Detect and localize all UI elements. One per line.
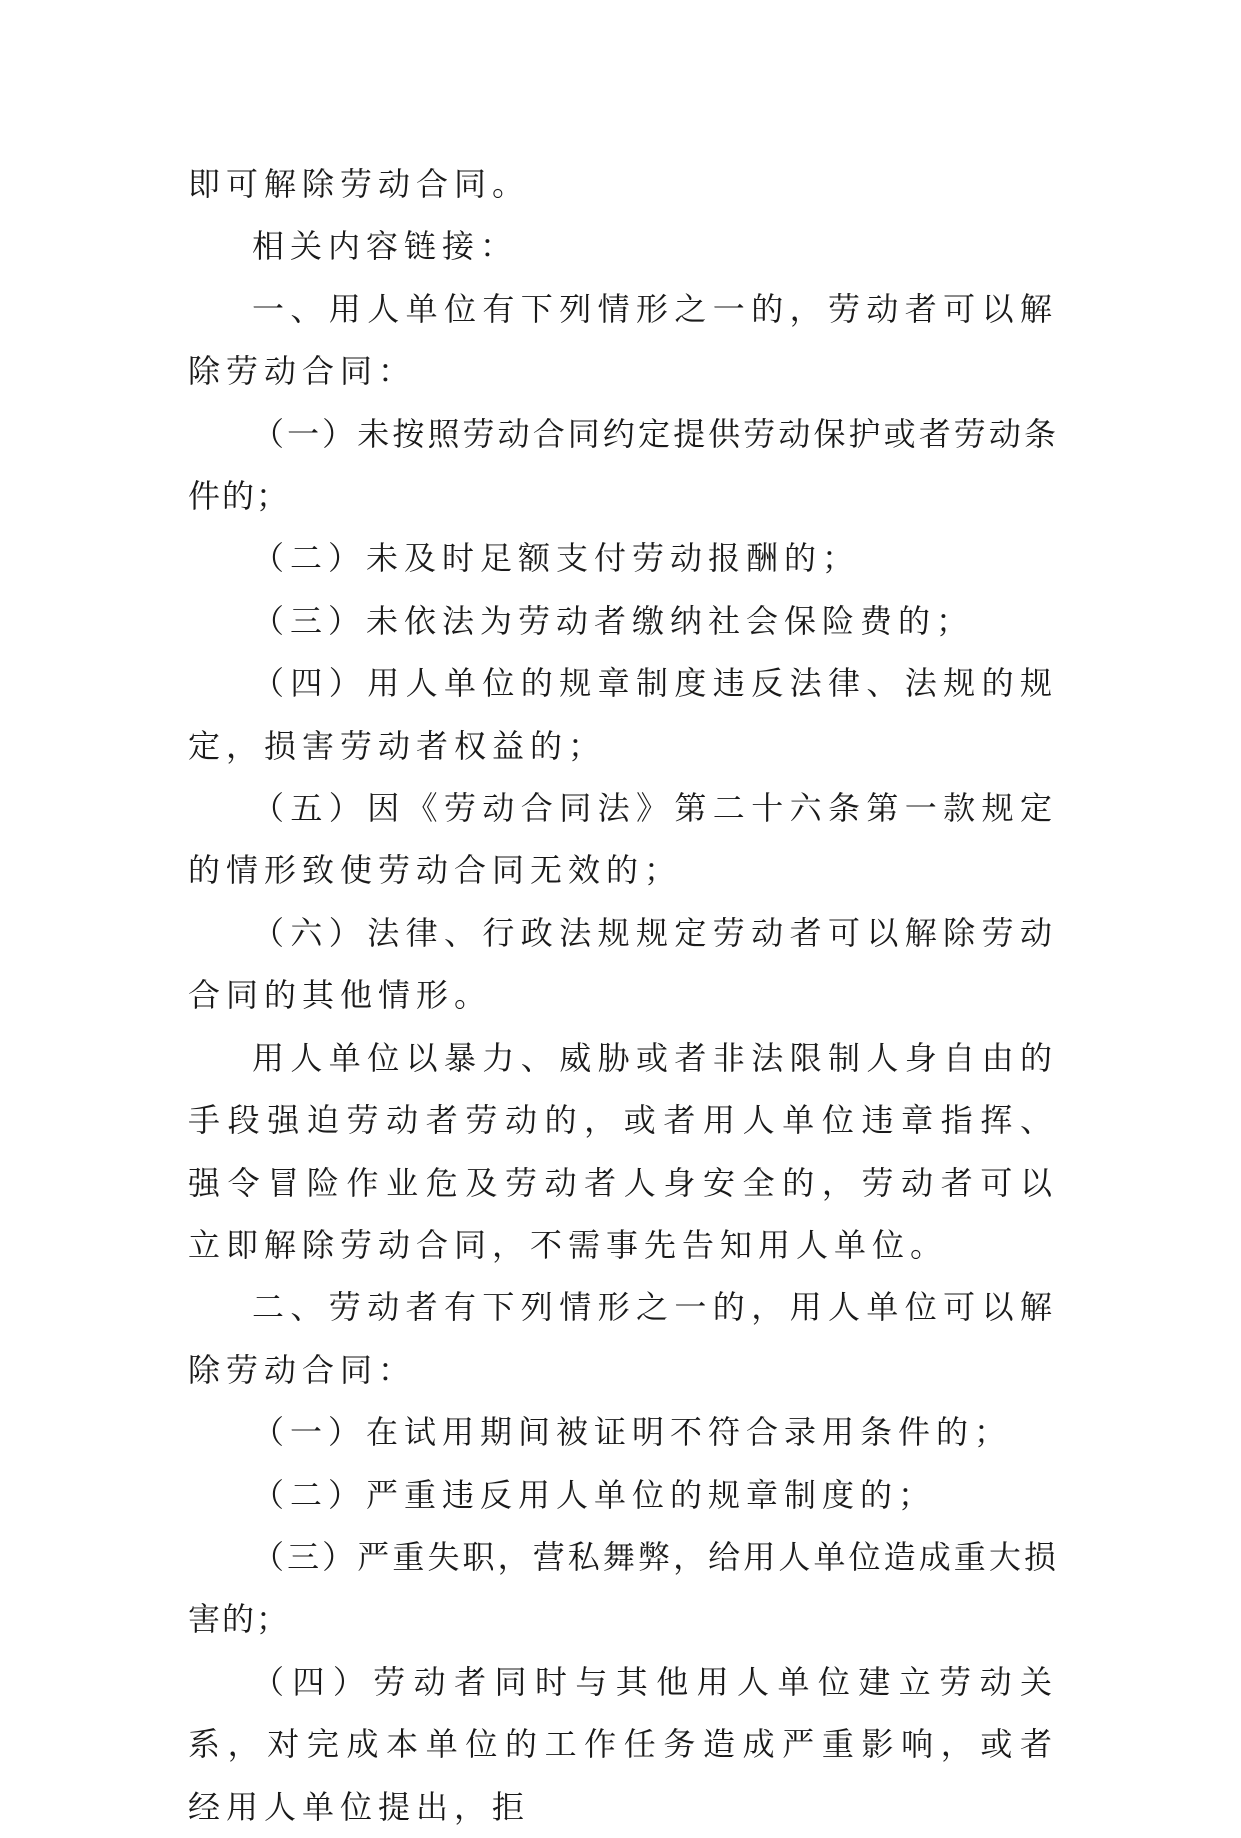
paragraph-item-2-2: （二）严重违反用人单位的规章制度的； (252, 1475, 937, 1514)
paragraph-item-1-5: （五）因《劳动合同法》第二十六条第一款规定的情形致使劳动合同无效的； (188, 789, 1058, 890)
paragraph-section-one: 一、用人单位有下列情形之一的，劳动者可以解除劳动合同： (188, 289, 1058, 391)
paragraph-item-2-1: （一）在试用期间被证明不符合录用条件的； (252, 1413, 1013, 1452)
paragraph-item-1-1: （一）未按照劳动合同约定提供劳动保护或者劳动条件的； (188, 414, 1058, 516)
paragraph-item-1-4: （四）用人单位的规章制度违反法律、法规的规定，损害劳动者权益的； (188, 664, 1058, 765)
paragraph-item-2-4: （四）劳动者同时与其他用人单位建立劳动关系，对完成本单位的工作任务造成严重影响，或者经用人单位提出，拒 (188, 1662, 1058, 1826)
paragraph-immediate-termination: 用人单位以暴力、威胁或者非法限制人身自由的手段强迫劳动者劳动的，或者用人单位违章指挥、强令冒险作业危及劳动者人身安全的，劳动者可以立即解除劳动合同，不需事先告知用人单位。 (188, 1038, 1058, 1264)
paragraph-item-1-2: （二）未及时足额支付劳动报酬的； (252, 539, 861, 578)
paragraph-item-1-3: （三）未依法为劳动者缴纳社会保险费的； (252, 601, 975, 640)
paragraph-item-1-6: （六）法律、行政法规规定劳动者可以解除劳动合同的其他情形。 (188, 913, 1058, 1015)
document-body (188, 153, 1058, 1838)
paragraph-continuation: 即可解除劳动合同。 (188, 165, 531, 203)
paragraph-related-links: 相关内容链接： (252, 227, 519, 266)
paragraph-section-two: 二、劳动者有下列情形之一的，用人单位可以解除劳动合同： (188, 1288, 1058, 1389)
paragraph-item-2-3: （三）严重失职，营私舞弊，给用人单位造成重大损害的； (188, 1537, 1058, 1639)
